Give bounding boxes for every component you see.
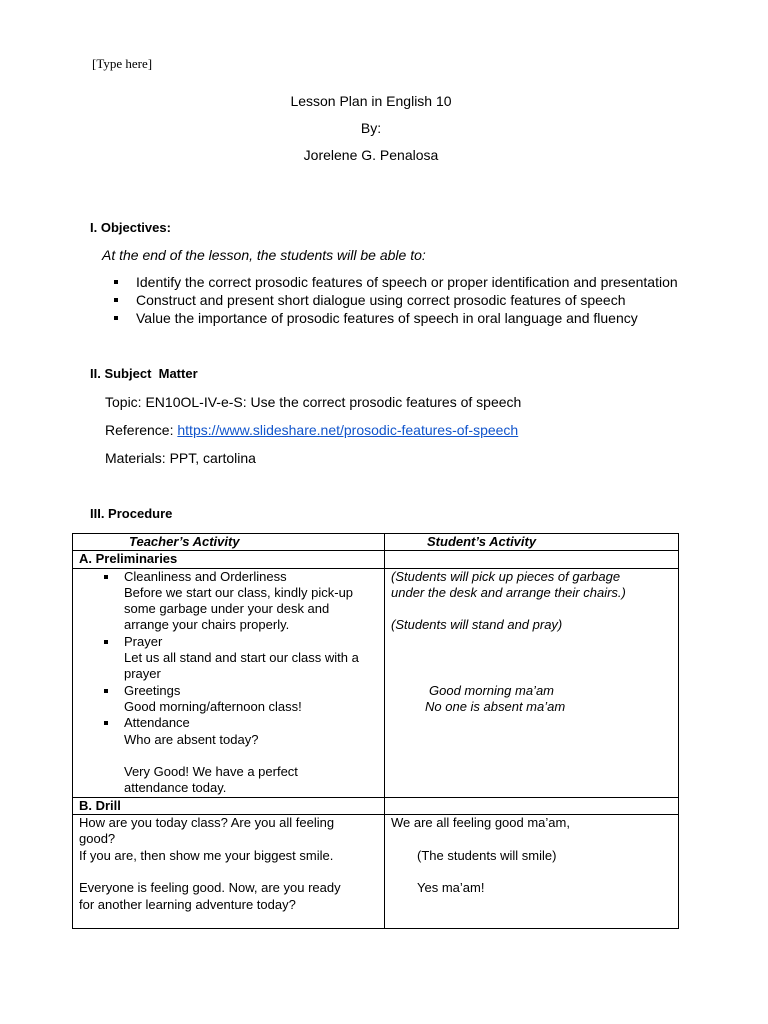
text-line: Before we start our class, kindly pick-up: [124, 584, 354, 600]
spacer: [391, 831, 672, 847]
table-row: [73, 568, 679, 797]
spacer: [79, 748, 378, 764]
spacer: [79, 864, 378, 880]
preliminaries-teacher-cell: [73, 568, 385, 797]
text-line: (Students will pick up pieces of garbage: [391, 568, 621, 584]
text-line: Good morning ma’am: [429, 682, 554, 698]
square-bullet-icon: [114, 316, 118, 320]
drill-teacher-cell: [73, 815, 385, 929]
attendance-item: Attendance: [79, 715, 378, 731]
text-line: (The students will smile): [417, 847, 557, 863]
spacer: [391, 864, 672, 880]
topic-line: Topic: EN10OL-IV-e-S: Use the correct prosodic features of speech: [105, 394, 522, 410]
table-row: [73, 815, 679, 929]
student-activity-header: Student’s Activity: [385, 534, 679, 551]
text-line: some garbage under your desk and: [124, 601, 330, 617]
square-bullet-icon: [114, 280, 118, 284]
square-bullet-icon: [104, 689, 108, 693]
text-line: No one is absent ma’am: [425, 698, 566, 714]
table-header-row: [73, 534, 679, 551]
preliminaries-student-cell: [385, 568, 679, 797]
text-line: Good morning/afternoon class!: [124, 698, 302, 714]
text-line: attendance today.: [124, 780, 227, 796]
table-row: [73, 551, 679, 568]
text-line: prayer: [124, 666, 161, 682]
text-line: under the desk and arrange their chairs.): [391, 584, 626, 600]
text-line: (Students will stand and pray): [391, 617, 563, 633]
objective-item: Value the importance of prosodic features of speech in oral language and fluency: [112, 309, 678, 327]
objective-item: Identify the correct prosodic features of speech or proper identification and presentation: [112, 273, 678, 291]
empty-cell: [385, 797, 679, 814]
spacer: [391, 666, 672, 682]
text-line: Yes ma’am!: [417, 880, 485, 896]
square-bullet-icon: [104, 575, 108, 579]
prayer-item: Prayer: [79, 634, 378, 650]
objectives-heading: I. Objectives:: [90, 220, 171, 235]
spacer: [391, 650, 672, 666]
header-placeholder: [Type here]: [92, 56, 153, 71]
cleanliness-item: Cleanliness and Orderliness: [79, 569, 378, 585]
reference-line: [105, 422, 518, 438]
text-line: Very Good! We have a perfect: [124, 764, 298, 780]
text-line: Everyone is feeling good. Now, are you ready: [79, 880, 341, 896]
square-bullet-icon: [104, 721, 108, 725]
text-line: for another learning adventure today?: [79, 896, 296, 912]
subject-matter-heading: II. Subject Matter: [90, 366, 198, 381]
objectives-list: [112, 273, 678, 327]
table-row: [73, 797, 679, 814]
procedure-heading: III. Procedure: [90, 506, 173, 521]
preliminaries-label: A. Preliminaries: [73, 551, 385, 568]
objective-item: Construct and present short dialogue using correct prosodic features of speech: [112, 291, 678, 309]
text-line: How are you today class? Are you all feeling: [79, 815, 335, 831]
text-line: good?: [79, 831, 116, 847]
author-name: Jorelene G. Penalosa: [303, 147, 439, 163]
text-line: arrange your chairs properly.: [124, 617, 290, 633]
square-bullet-icon: [104, 640, 108, 644]
document-title: Lesson Plan in English 10: [290, 93, 452, 109]
square-bullet-icon: [114, 298, 118, 302]
text-line: Who are absent today?: [124, 731, 259, 747]
procedure-table: [72, 533, 679, 929]
greetings-item: Greetings: [79, 683, 378, 699]
spacer: [391, 601, 672, 617]
materials-line: Materials: PPT, cartolina: [105, 450, 256, 466]
drill-label: B. Drill: [73, 797, 385, 814]
empty-cell: [385, 551, 679, 568]
objectives-intro: At the end of the lesson, the students will be able to:: [102, 247, 426, 263]
teacher-activity-header: Teacher’s Activity: [73, 534, 385, 551]
byline-label: By:: [360, 120, 382, 136]
reference-label: Reference:: [105, 422, 178, 438]
reference-link[interactable]: https://www.slideshare.net/prosodic-features-of-speech: [177, 422, 519, 438]
text-line: If you are, then show me your biggest smile.: [79, 847, 334, 863]
text-line: Let us all stand and start our class with a: [124, 650, 359, 666]
spacer: [391, 634, 672, 650]
drill-student-cell: [385, 815, 679, 929]
text-line: We are all feeling good ma’am,: [391, 815, 570, 831]
